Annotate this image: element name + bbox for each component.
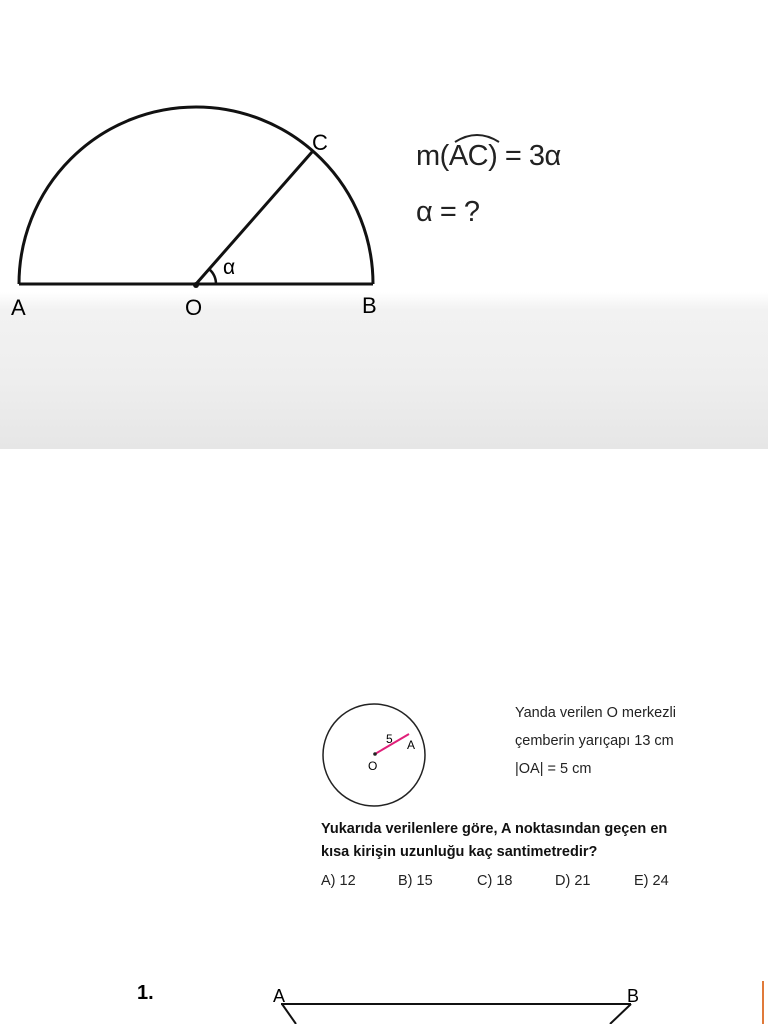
left-edge bbox=[282, 1004, 296, 1024]
problem-number: 1. bbox=[137, 982, 154, 1004]
equation-suffix: ) = 3α bbox=[488, 140, 561, 172]
angle-arc bbox=[209, 269, 216, 284]
segment-length-label: 5 bbox=[386, 732, 393, 746]
center-dot bbox=[373, 752, 377, 756]
given-line-3: |OA| = 5 cm bbox=[515, 761, 592, 777]
arc-notation bbox=[449, 140, 488, 173]
option-d[interactable]: D) 21 bbox=[555, 873, 591, 889]
question-line-2: kısa kirişin uzunluğu kaç santimetredir? bbox=[321, 844, 598, 860]
circle-label-a: A bbox=[407, 738, 416, 752]
arc-measure-equation bbox=[416, 140, 561, 173]
given-line-2: çemberin yarıçapı 13 cm bbox=[515, 733, 674, 749]
trapezoid-figure bbox=[0, 955, 768, 1024]
problem-3-panel bbox=[0, 955, 768, 1024]
radius-oc bbox=[196, 152, 312, 284]
point-label-o: O bbox=[185, 295, 203, 320]
question-line-1: Yukarıda verilenlere göre, A noktasından geçen en bbox=[321, 821, 668, 837]
point-label-b: B bbox=[362, 293, 377, 318]
option-e[interactable]: E) 24 bbox=[634, 873, 669, 889]
equation-prefix: m( bbox=[416, 140, 449, 172]
point-label-c: C bbox=[312, 130, 328, 155]
arc-hat-icon bbox=[449, 130, 505, 144]
given-line-1: Yanda verilen O merkezli bbox=[515, 705, 676, 721]
option-c[interactable]: C) 18 bbox=[477, 873, 513, 889]
center-point bbox=[193, 282, 199, 288]
problem-1-panel bbox=[0, 0, 768, 449]
trapezoid-label-a: A bbox=[273, 986, 286, 1006]
right-edge bbox=[610, 1004, 631, 1024]
option-a[interactable]: A) 12 bbox=[321, 873, 356, 889]
semicircle-figure bbox=[0, 0, 768, 449]
arc-name: AC bbox=[448, 140, 489, 172]
trapezoid-label-b: B bbox=[627, 986, 640, 1006]
circle-label-o: O bbox=[368, 759, 378, 773]
option-b[interactable]: B) 15 bbox=[398, 873, 433, 889]
point-label-a: A bbox=[11, 295, 26, 320]
angle-label: α bbox=[223, 256, 236, 279]
question-equation: α = ? bbox=[416, 196, 480, 228]
